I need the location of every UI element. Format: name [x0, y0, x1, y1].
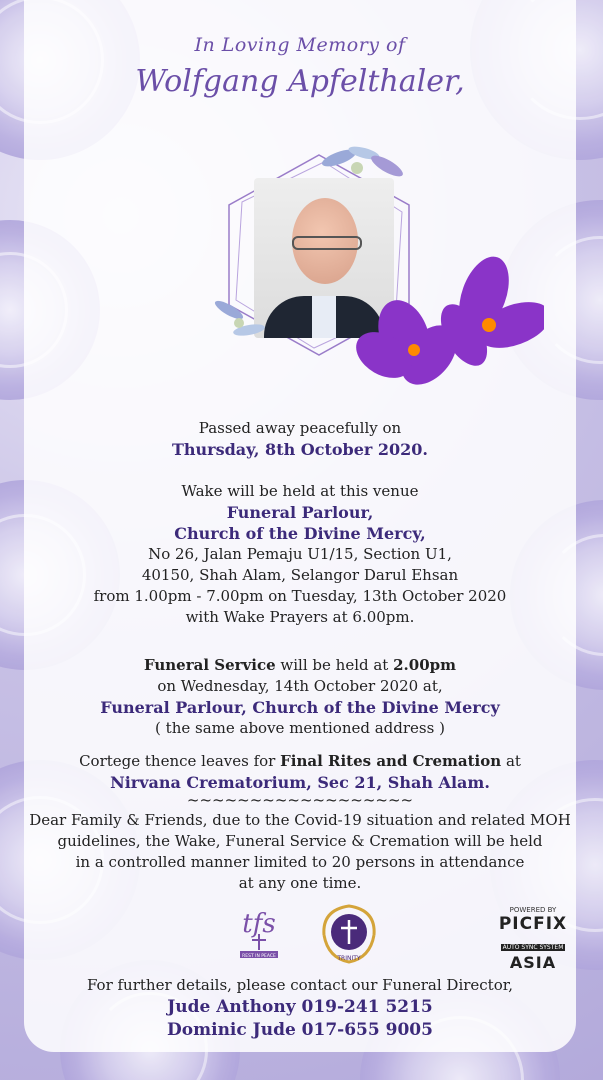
passing-intro: Passed away peacefully on	[198, 419, 402, 437]
divider: ~~~~~~~~~~~~~~~~~~	[186, 791, 414, 809]
wake-venue-line1: Funeral Parlour,	[226, 503, 374, 522]
contact-intro: For further details, please contact our Funeral Director,	[86, 976, 514, 994]
cortege-suffix: at	[501, 752, 521, 770]
notice-line1: Dear Family & Friends, due to the Covid-19 situation and related MOH	[29, 811, 571, 829]
leaf-sprig-icon	[309, 138, 419, 198]
passing-date: Thursday, 8th October 2020.	[171, 440, 428, 459]
svg-text:tfs: tfs	[242, 909, 276, 939]
picfix-logo	[490, 906, 576, 972]
trinity-logo-icon	[314, 900, 384, 966]
wake-prayers: with Wake Prayers at 6.00pm.	[185, 608, 415, 626]
notice-section	[24, 810, 576, 894]
cortege-line	[24, 751, 576, 772]
picfix-tag: AUTO SYNC SYSTEM	[502, 944, 564, 951]
wake-address-line1: No 26, Jalan Pemaju U1/15, Section U1,	[148, 545, 452, 563]
passing-section	[24, 418, 576, 460]
cortege-section	[24, 751, 576, 807]
memorial-card	[24, 0, 576, 1052]
cortege-place: Nirvana Crematorium, Sec 21, Shah Alam.	[110, 773, 490, 792]
contact-person1: Jude Anthony 019-241 5215	[167, 997, 433, 1017]
service-line	[24, 655, 576, 676]
service-time: 2.00pm	[393, 656, 457, 674]
wake-address-line2: 40150, Shah Alam, Selangor Darul Ehsan	[141, 566, 459, 584]
crocus-flower-icon	[344, 255, 544, 395]
service-label: Funeral Service	[143, 656, 276, 674]
picfix-name: PICFIX	[498, 914, 568, 934]
wake-intro: Wake will be held at this venue	[181, 482, 419, 500]
service-note: ( the same above mentioned address )	[155, 719, 445, 737]
contact-section	[24, 975, 576, 1042]
contact-person2: Dominic Jude 017-655 9005	[167, 1020, 433, 1040]
svg-text:TRINITY: TRINITY	[337, 955, 361, 962]
rip-logo-icon	[236, 902, 282, 960]
service-section	[24, 655, 576, 739]
cortege-rites: Final Rites and Cremation	[280, 752, 502, 770]
leaf-sprig-left-icon	[204, 285, 294, 355]
picfix-region: ASIA	[509, 953, 557, 972]
wake-section	[24, 481, 576, 628]
picfix-powered: POWERED BY	[509, 906, 557, 914]
notice-line3: in a controlled manner limited to 20 persons in attendance	[75, 853, 525, 871]
service-date: on Wednesday, 14th October 2020 at,	[157, 677, 443, 695]
deceased-name: Wolfgang Apfelthaler,	[135, 64, 465, 99]
service-venue: Funeral Parlour, Church of the Divine Mercy	[100, 698, 500, 717]
service-mid: will be held at	[275, 656, 394, 674]
svg-text:REST IN PEACE: REST IN PEACE	[242, 954, 276, 959]
wake-venue-line2: Church of the Divine Mercy,	[174, 524, 426, 543]
notice-line4: at any one time.	[238, 874, 362, 892]
sponsor-logos	[24, 900, 576, 970]
notice-line2: guidelines, the Wake, Funeral Service & Cremation will be held	[57, 832, 543, 850]
wake-time: from 1.00pm - 7.00pm on Tuesday, 13th October 2020	[93, 587, 507, 605]
memory-heading: In Loving Memory of	[194, 34, 406, 56]
cortege-intro: Cortege thence leaves for	[79, 752, 281, 770]
